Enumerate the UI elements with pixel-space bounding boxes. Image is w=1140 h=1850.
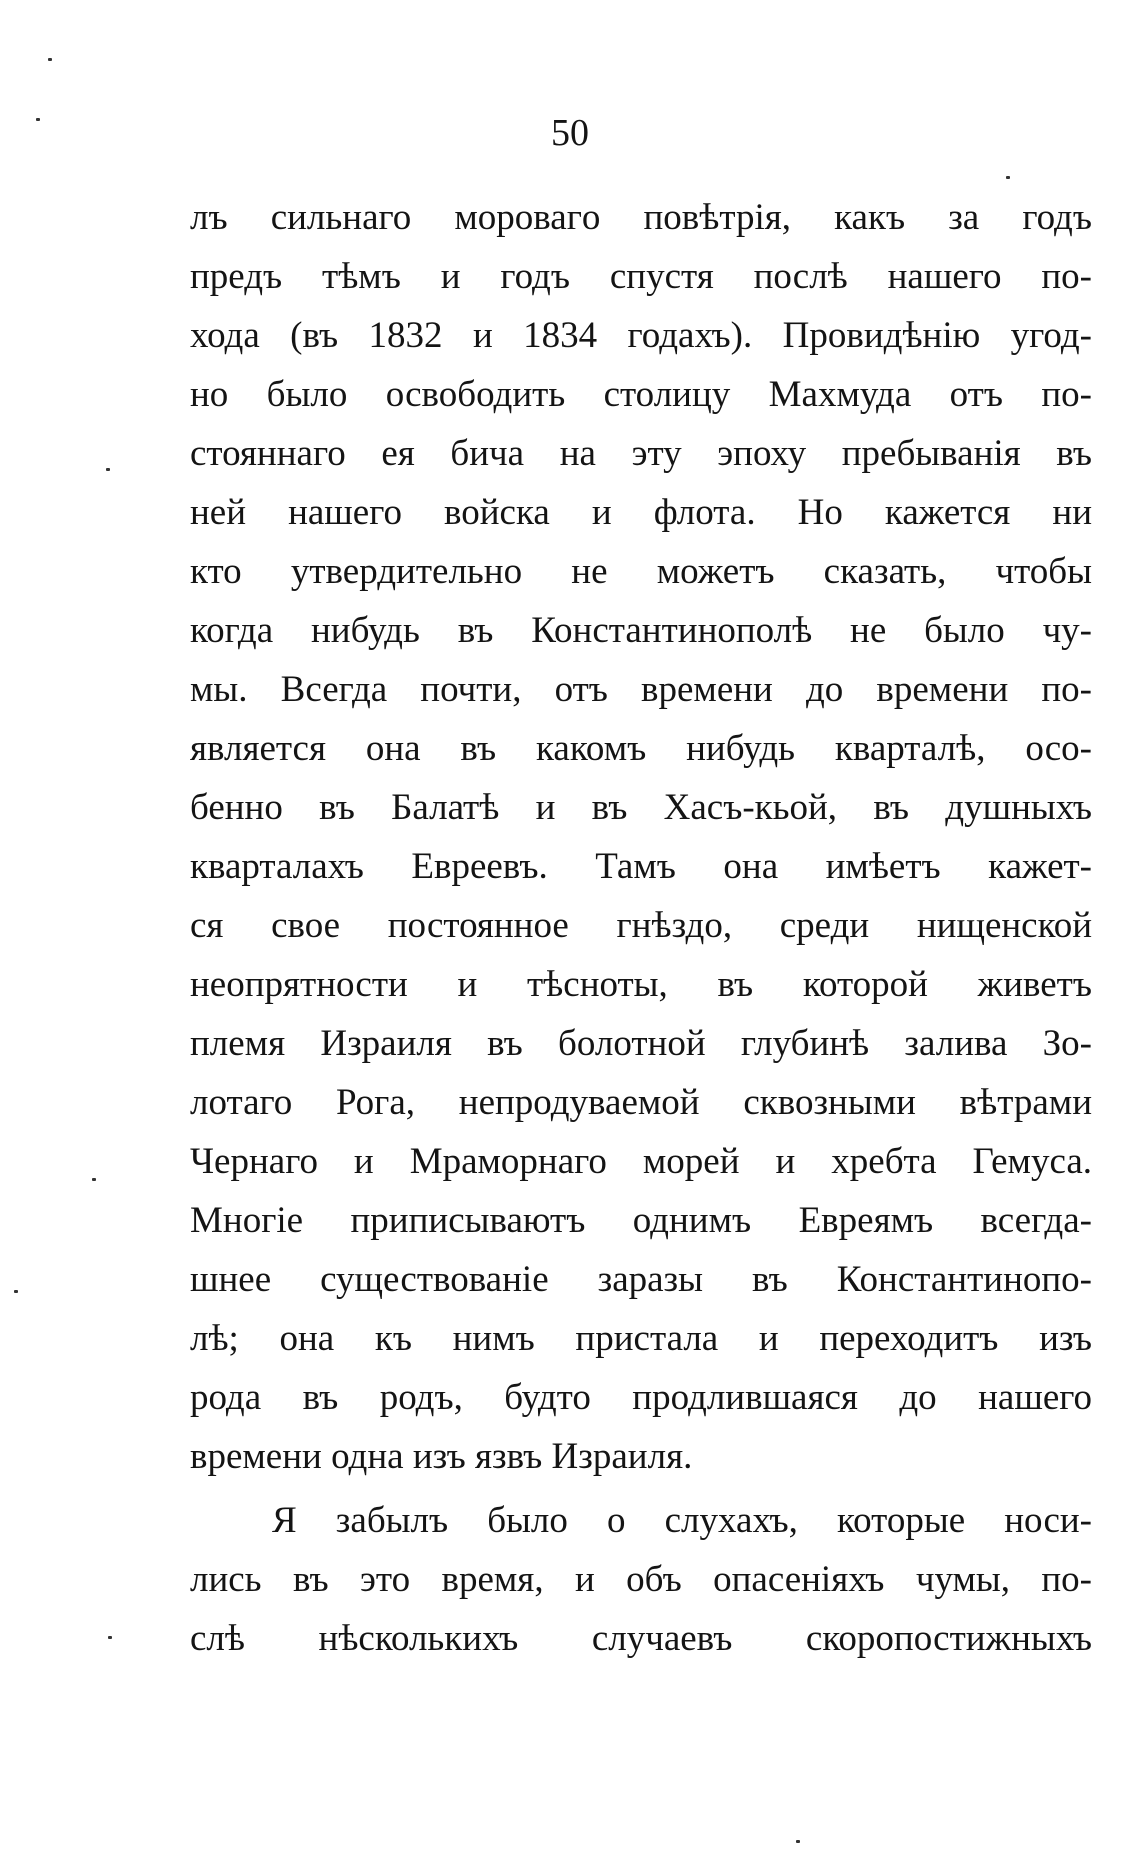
text-line: племя Израиля въ болотной глубинѣ залива Зо- [190, 1023, 1092, 1064]
text-line: хода (въ 1832 и 1834 годахъ). Провидѣнію угод- [190, 315, 1092, 356]
scan-speck [36, 118, 40, 121]
scan-speck [1006, 176, 1010, 179]
text-line: рода въ родъ, будто продлившаяся до нашего [190, 1377, 1092, 1418]
scan-speck [796, 1840, 800, 1843]
text-line: лъ сильнаго моровагo повѣтрія, какъ за годъ [190, 197, 1092, 238]
text-line: слѣ нѣсколькихъ случаевъ скоропостижныхъ [190, 1618, 1092, 1659]
text-line: неопрятности и тѣсноты, въ которой живетъ [190, 964, 1092, 1005]
text-line: лѣ; она къ нимъ пристала и переходитъ изъ [190, 1318, 1092, 1359]
text-line: кварталахъ Евреевъ. Тамъ она имѣетъ кажет- [190, 846, 1092, 887]
body-text [190, 188, 1092, 1668]
text-line: ся свое постоянное гнѣздо, среди нищенской [190, 905, 1092, 946]
text-line: ней нашего войска и флота. Но кажется ни [190, 492, 1092, 533]
text-line: когда нибудь въ Константинополѣ не было чу- [190, 610, 1092, 651]
scan-speck [14, 1290, 18, 1293]
text-line: Многіе приписываютъ однимъ Евреямъ всегда- [190, 1200, 1092, 1241]
scan-speck [48, 58, 52, 61]
text-line: Я забылъ было о слухахъ, которые носи- [272, 1500, 1092, 1541]
text-line: лотаго Рога, непродуваемой сквозными вѣтрами [190, 1082, 1092, 1123]
text-line: является она въ какомъ нибудь кварталѣ, осо- [190, 728, 1092, 769]
text-line: кто утвердительно не можетъ сказать, чтобы [190, 551, 1092, 592]
scan-speck [106, 468, 110, 471]
text-line: предъ тѣмъ и годъ спустя послѣ нашего по- [190, 256, 1092, 297]
text-line: шнее существованіе заразы въ Константинопо- [190, 1259, 1092, 1300]
page-number: 50 [551, 112, 589, 154]
text-line: времени одна изъ язвъ Израиля. [190, 1436, 693, 1477]
text-line: Чернаго и Мраморнаго морей и хребта Гемуса. [190, 1141, 1092, 1182]
paragraph-1 [190, 188, 1092, 1486]
scan-speck [92, 1178, 96, 1181]
paragraph-2 [190, 1491, 1092, 1668]
text-line: мы. Всегда почти, отъ времени до времени по- [190, 669, 1092, 710]
text-line: лись въ это время, и объ опасеніяхъ чумы, по- [190, 1559, 1092, 1600]
text-line: стояннаго ея бича на эту эпоху пребыванія въ [190, 433, 1092, 474]
text-line: бенно въ Балатѣ и въ Хасъ-кьой, въ душныхъ [190, 787, 1092, 828]
scan-speck [108, 1636, 112, 1639]
text-line: но было освободить столицу Махмуда отъ по- [190, 374, 1092, 415]
